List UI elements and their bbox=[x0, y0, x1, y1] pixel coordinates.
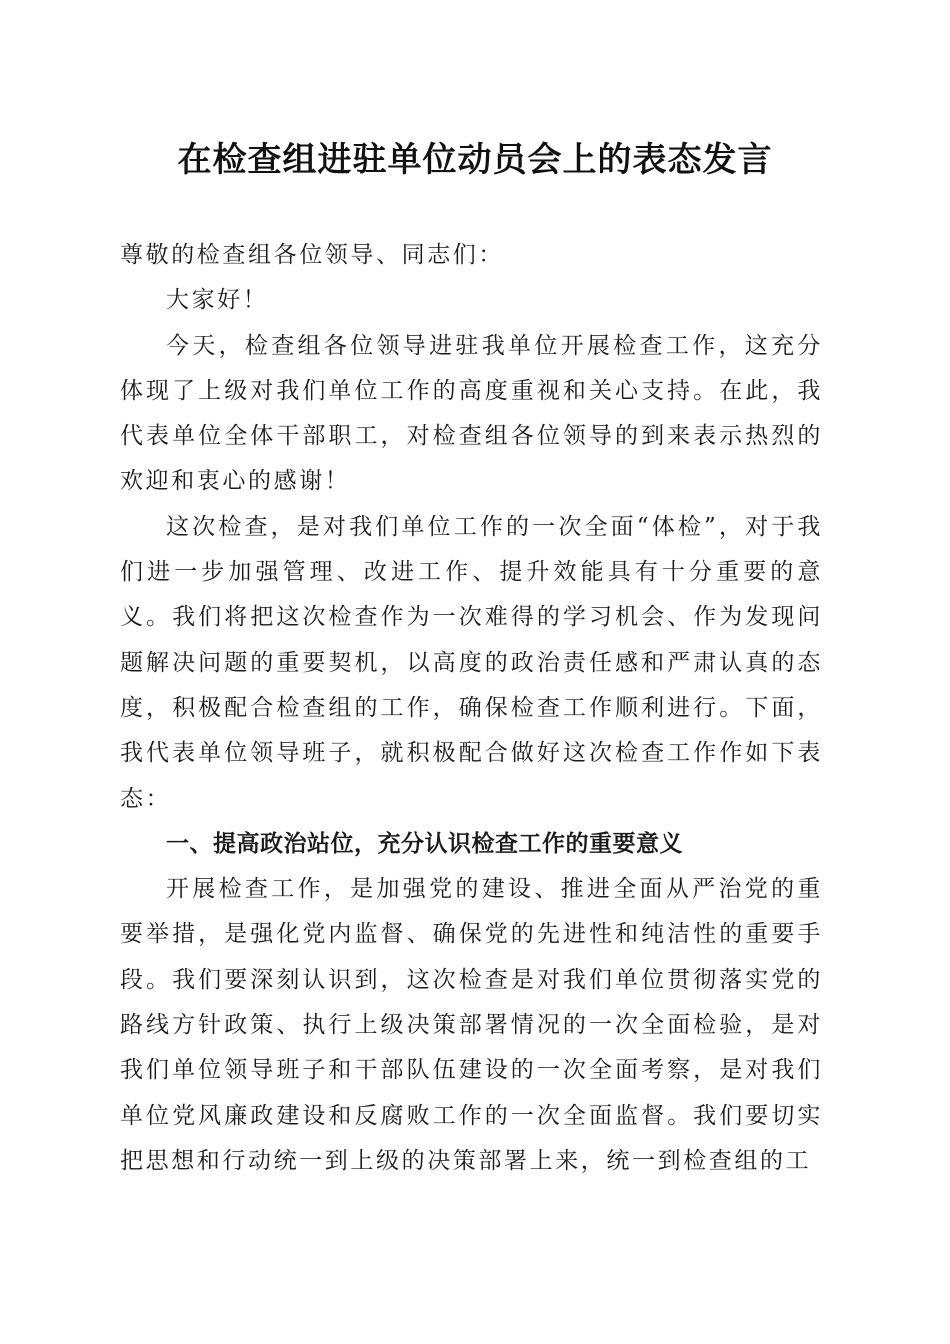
document-body bbox=[120, 233, 823, 1184]
section-1-paragraph: 开展检查工作，是加强党的建设、推进全面从严治党的重要举措，是强化党内监督、确保党的先进性和纯洁性的重要手段。我们要深刻认识到，这次检查是对我们单位贯彻落实党的路线方针政策、执行上级决策部署情况的一次全面检验，是对我们单位领导班子和干部队伍建设的一次全面考察，是对我们单位党风廉政建设和反腐败工作的一次全面监督。我们要切实把思想和行动统一到上级的决策部署上来，统一到检查组的工 bbox=[120, 876, 823, 1174]
greeting: 大家好！ bbox=[166, 287, 269, 314]
document-title: 在检查组进驻单位动员会上的表态发言 bbox=[177, 140, 773, 180]
section-heading-1: 一、提高政治站位，充分认识检查工作的重要意义 bbox=[166, 830, 683, 857]
paragraph-welcome: 今天，检查组各位领导进驻我单位开展检查工作，这充分体现了上级对我们单位工作的高度重视和关心支持。在此，我代表单位全体干部职工，对检查组各位领导的到来表示热烈的欢迎和衷心的感谢！ bbox=[120, 332, 823, 495]
salutation: 尊敬的检查组各位领导、同志们： bbox=[120, 242, 504, 268]
paragraph-inspection-purpose: 这次检查，是对我们单位工作的一次全面“体检”，对于我们进一步加强管理、改进工作、提升效能具有十分重要的意义。我们将把这次检查作为一次难得的学习机会、作为发现问题解决问题的重要契机，以高度的政治责任感和严肃认真的态度，积极配合检查组的工作，确保检查工作顺利进行。下面，我代表单位领导班子，就积极配合做好这次检查工作作如下表态： bbox=[120, 513, 823, 812]
